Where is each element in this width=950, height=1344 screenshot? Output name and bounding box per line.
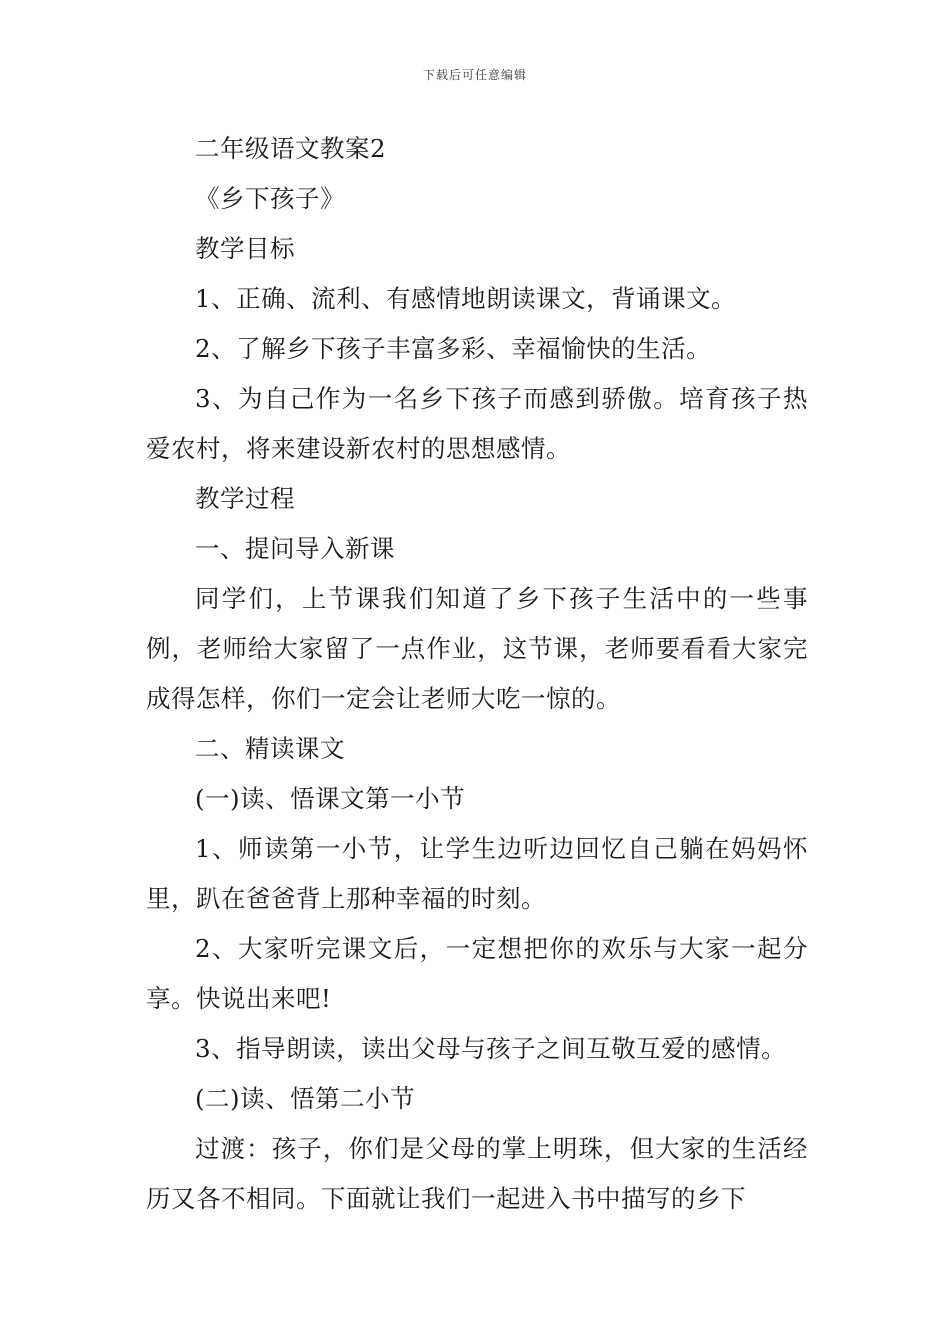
subsection-heading-1: (一)读、悟课文第一小节 [195, 784, 466, 813]
step-heading-1: 一、提问导入新课 [195, 534, 395, 563]
subsection-heading-2: (二)读、悟第二小节 [195, 1084, 416, 1113]
section-heading-process: 教学过程 [195, 484, 295, 513]
page-header-note: 下载后可任意编辑 [422, 68, 527, 82]
section-heading-goals: 教学目标 [195, 234, 295, 263]
lesson-title: 二年级语文教案2 [195, 134, 387, 163]
activity-item-1: 1、师读第一小节，让学生边听边回忆自己躺在妈妈怀里，趴在爸爸背上那种幸福的时刻。 [146, 834, 808, 913]
body-paragraph: 同学们，上节课我们知道了乡下孩子生活中的一些事例，老师给大家留了一点作业，这节课，老师要看看大家完成得怎样，你们一定会让老师大吃一惊的。 [146, 584, 808, 713]
activity-item-3: 3、指导朗读，读出父母与孩子之间互敬互爱的感情。 [195, 1034, 787, 1063]
goal-item-1: 1、正确、流利、有感情地朗读课文，背诵课文。 [195, 284, 737, 313]
text-title: 《乡下孩子》 [195, 184, 345, 213]
transition-paragraph: 过渡：孩子，你们是父母的掌上明珠，但大家的生活经历又各不相同。下面就让我们一起进入书中描写的乡下 [146, 1134, 808, 1213]
document-body [146, 124, 808, 1224]
goal-item-3: 3、为自己作为一名乡下孩子而感到骄傲。培育孩子热爱农村，将来建设新农村的思想感情。 [146, 384, 808, 463]
activity-item-2: 2、大家听完课文后，一定想把你的欢乐与大家一起分享。快说出来吧! [146, 934, 808, 1013]
goal-item-2: 2、了解乡下孩子丰富多彩、幸福愉快的生活。 [195, 334, 712, 363]
step-heading-2: 二、精读课文 [195, 734, 345, 763]
